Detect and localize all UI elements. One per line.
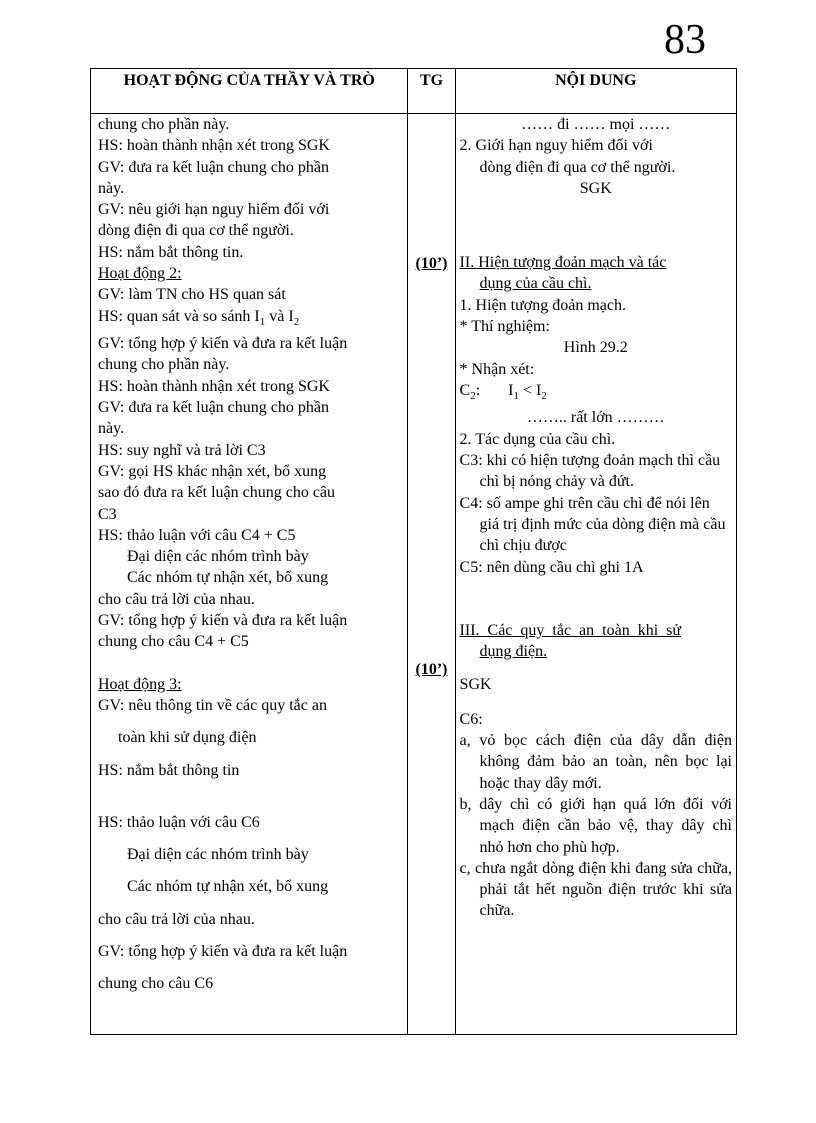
answer-c6-a: a, vỏ bọc cách điện của dây dẫn điện không đảm bảo an toàn, nên bọc lại hoặc thay dây mới. [459, 732, 732, 792]
right-line: * Thí nghiệm: [459, 318, 550, 336]
left-line: HS: thảo luận với câu C4 + C5 [98, 526, 296, 544]
left-line: sao đó đưa ra kết luận chung cho câu [98, 484, 336, 502]
header-time: TG [408, 69, 455, 114]
left-line: HS: hoàn thành nhận xét trong SGK [98, 137, 330, 155]
left-line: GV: đưa ra kết luận chung cho phần [98, 158, 329, 176]
section-3-heading-cont: dụng điện. [479, 643, 548, 661]
right-line: dòng điện đi qua cơ thể người. [479, 158, 676, 176]
left-line: GV: gọi HS khác nhận xét, bổ xung [98, 462, 327, 480]
answer-c5: C5: nên dùng cầu chì ghi 1A [459, 558, 644, 576]
right-line: 1. Hiện tượng đoản mạch. [459, 296, 626, 314]
section-3-heading: III. Các quy tắc an toàn khi sử [459, 621, 682, 639]
left-line: HS: nắm bắt thông tin [98, 761, 240, 779]
left-line: này. [98, 420, 125, 438]
figure-label: Hình 29.2 [563, 339, 628, 357]
left-line: GV: nêu giới hạn nguy hiểm đối với [98, 201, 330, 219]
answer-c6-c: c, chưa ngắt dòng điện khi đang sửa chữa, phải tắt hết nguồn điện trước khi sửa chữa. [459, 859, 732, 920]
header-activity: HOẠT ĐỘNG CỦA THẦY VÀ TRÒ [91, 69, 408, 114]
left-line: Các nhóm tự nhận xét, bổ xung [127, 878, 329, 896]
left-line: GV: đưa ra kết luận chung cho phần [98, 399, 329, 417]
right-line: …….. rất lớn ……… [526, 409, 665, 427]
left-line: C3 [98, 505, 117, 523]
current-comparison: $C_2$: $I_1 < I_2$ [459, 381, 547, 403]
right-line: 2. Giới hạn nguy hiểm đối với [459, 137, 653, 155]
time-activity-3: (10’) [415, 661, 448, 679]
activity-2-heading: Hoạt động 2: [98, 265, 182, 283]
left-line: chung cho câu C6 [98, 975, 214, 993]
right-line: SGK [579, 179, 612, 197]
right-line: * Nhận xét: [459, 360, 535, 378]
answer-c3: C3: khi có hiện tượng đoản mạch thì cầu chì bị nóng chảy và đứt. [459, 452, 721, 491]
left-line: HS: thảo luận với câu C6 [98, 813, 260, 831]
activity-column [91, 114, 408, 1035]
lesson-table [90, 68, 737, 1035]
answer-c6-label: C6: [459, 710, 483, 728]
left-line: cho câu trả lời của nhau. [98, 590, 255, 608]
table-body-row [91, 114, 737, 1035]
content-column [455, 114, 736, 1035]
left-line: toàn khi sử dụng điện [118, 729, 257, 747]
left-line: chung cho phần này. [98, 356, 230, 374]
section-2-heading-cont: dụng của cầu chì. [479, 275, 592, 293]
right-line: 2. Tác dụng của cầu chì. [459, 430, 616, 448]
left-line: Các nhóm tự nhận xét, bổ xung [127, 569, 329, 587]
left-line: Đại diện các nhóm trình bày [127, 548, 309, 566]
left-line: GV: nêu thông tin về các quy tắc an [98, 696, 327, 714]
activity-3-heading: Hoạt động 3: [98, 675, 182, 693]
left-line: dòng điện đi qua cơ thể người. [98, 222, 294, 240]
time-activity-2: (10’) [415, 255, 448, 272]
section-2-heading: II. Hiện tượng đoản mạch và tác [459, 254, 667, 272]
table-header-row [91, 69, 737, 114]
left-line: này. [98, 179, 125, 197]
left-line: chung cho phần này. [98, 116, 230, 133]
right-line: …… đi …… mọi …… [521, 116, 671, 133]
right-line: SGK [459, 676, 492, 694]
left-line: HS: nắm bắt thông tin. [98, 243, 244, 261]
left-line: Đại diện các nhóm trình bày [127, 846, 309, 864]
left-line: HS: hoàn thành nhận xét trong SGK [98, 377, 330, 395]
left-line: GV: làm TN cho HS quan sát [98, 286, 286, 304]
left-line: chung cho câu C4 + C5 [98, 633, 249, 651]
left-line: GV: tổng hợp ý kiến và đưa ra kết luận [98, 612, 348, 630]
answer-c6-b: b, dây chì có giới hạn quá lớn đối với mạch điện cần bảo vệ, thay dây chì nhỏ hơn cho phù hợp. [459, 795, 732, 856]
time-column [408, 114, 455, 1035]
header-content: NỘI DUNG [455, 69, 736, 114]
left-line: HS: quan sát và so sánh $I_1$ và $I_2$ [98, 307, 300, 328]
left-line: HS: suy nghĩ và trả lời C3 [98, 441, 266, 459]
page-number: 83 [664, 17, 706, 63]
answer-c4: C4: số ampe ghi trên cầu chì để nói lên giá trị định mức của dòng điện mà cầu chì chịu được [459, 494, 726, 555]
left-line: GV: tổng hợp ý kiến và đưa ra kết luận [98, 335, 348, 353]
left-line: GV: tổng hợp ý kiến và đưa ra kết luận [98, 942, 348, 960]
left-line: cho câu trả lời của nhau. [98, 910, 255, 928]
